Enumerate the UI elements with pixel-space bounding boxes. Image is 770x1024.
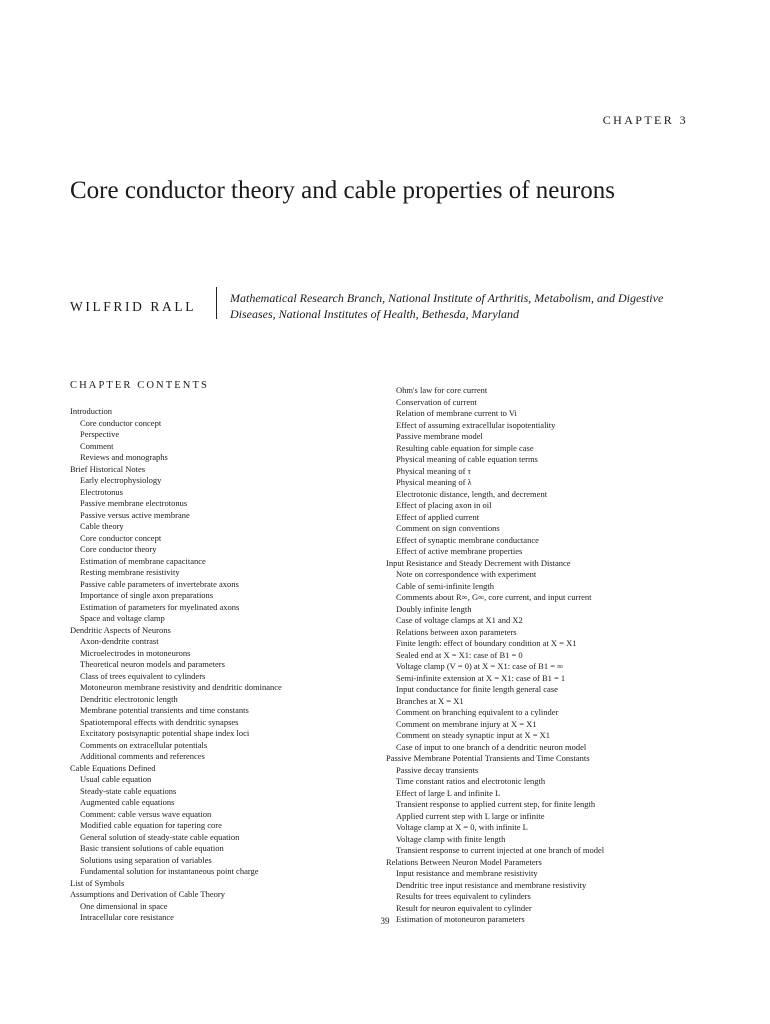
contents-entry: Intracellular core resistance [80,912,174,922]
contents-entry: Space and voltage clamp [80,613,165,623]
chapter-title: Core conductor theory and cable properties of neurons [70,177,615,204]
contents-entry: Physical meaning of cable equation terms [396,454,538,464]
contents-entry: Resulting cable equation for simple case [396,442,534,453]
chapter-label: CHAPTER 3 [602,113,688,127]
contents-entry: Comment: cable versus wave equation [80,808,212,819]
contents-entry: Ohm's law for core current [396,385,488,395]
contents-entry: Input resistance and membrane resistivity [396,868,538,878]
contents-entry: Semi-infinite extension at X = X1: case of B1 = 1 [396,672,566,683]
contents-entry: Comment on membrane injury at X = X1 [396,718,537,729]
contents-section-heading: Introduction [70,406,113,416]
contents-entry: Applied current step with L large or infinite [396,810,545,821]
contents-entry: Finite length: effect of boundary condition at X = X1 [396,638,577,648]
contents-entry: Fundamental solution for instantaneous point charge [80,866,259,876]
contents-entry: Effect of synaptic membrane conductance [396,534,539,545]
contents-entry: Electrotonus [80,486,123,497]
contents-entry: Dendritic electrotonic length [80,693,178,704]
contents-entry: Relations between axon parameters [396,626,517,637]
contents-entry: Axon-dendrite contrast [80,636,159,646]
page-number: 39 [380,916,390,926]
contents-entry: Membrane potential transients and time constants [80,705,249,715]
contents-entry: Excitatory postsynaptic potential shape index loci [80,728,250,738]
contents-entry: Comment on steady synaptic input at X = X1 [396,730,550,740]
contents-entry: Reviews and monographs [80,452,168,462]
contents-entry: General solution of steady-state cable equation [80,831,240,842]
author-name: WILFRID RALL [70,299,197,314]
contents-entry: Passive membrane model [396,431,483,441]
contents-entry: Estimation of membrane capacitance [80,555,206,566]
contents-entry: Estimation of parameters for myelinated axons [80,601,240,612]
contents-section-heading: Assumptions and Derivation of Cable Theory [70,889,225,899]
contents-entry: Core conductor concept [80,532,162,543]
contents-left-column [70,406,365,924]
contents-entry: Theoretical neuron models and parameters [80,659,225,669]
contents-entry: Augmented cable equations [80,797,175,807]
contents-entry: Passive versus active membrane [80,509,190,520]
contents-entry: Physical meaning of λ [396,477,472,487]
contents-entry: Comment on sign conventions [396,523,500,533]
contents-entry: Case of input to one branch of a dendritic neuron model [396,741,587,752]
contents-entry: Estimation of motoneuron parameters [396,914,525,924]
contents-entry: Effect of large L and infinite L [396,787,501,798]
contents-section-heading: Brief Historical Notes [70,463,146,474]
contents-entry: Comments about R∞, G∞, core current, and input current [396,592,592,602]
contents-entry: Passive decay transients [396,764,479,775]
contents-entry: Passive membrane electrotonus [80,498,188,508]
contents-entry: Conservation of current [396,396,477,407]
contents-entry: Results for trees equivalent to cylinders [396,891,531,901]
author-divider [216,287,217,319]
contents-entry: Core conductor theory [80,544,157,554]
contents-entry: Electrotonic distance, length, and decrement [396,488,548,499]
contents-entry: Spatiotemporal effects with dendritic synapses [80,716,239,727]
contents-entry: Steady-state cable equations [80,785,177,796]
contents-entry: Class of trees equivalent to cylinders [80,670,206,681]
contents-entry: Effect of placing axon in oil [396,500,492,510]
contents-entry: Effect of active membrane properties [396,546,523,556]
contents-entry: Voltage clamp at X = 0, with infinite L [396,822,528,832]
contents-entry: Modified cable equation for tapering core [80,820,222,830]
contents-entry: Basic transient solutions of cable equation [80,843,224,853]
contents-entry: Comments on extracellular potentials [80,739,208,750]
contents-entry: Effect of applied current [396,511,480,522]
contents-entry: Relation of membrane current to Vi [396,408,517,418]
contents-entry: Early electrophysiology [80,475,162,485]
contents-entry: Time constant ratios and electrotonic length [396,776,546,786]
contents-entry: Transient response to applied current step, for finite length [396,799,596,809]
contents-section-heading: List of Symbols [70,877,125,888]
contents-entry: One dimensional in space [80,900,168,911]
contents-entry: Voltage clamp (V = 0) at X = X1: case of B1 = ∞ [396,661,564,671]
contents-entry: Effect of assuming extracellular isopotentiality [396,419,556,430]
contents-entry: Case of voltage clamps at X1 and X2 [396,615,523,625]
contents-entry: Core conductor concept [80,417,162,428]
contents-entry: Solutions using separation of variables [80,854,212,865]
contents-section-heading: Cable Equations Defined [70,762,156,773]
contents-entry: Physical meaning of τ [396,465,471,476]
contents-entry: Note on correspondence with experiment [396,569,537,579]
contents-entry: Cable theory [80,521,124,531]
contents-entry: Voltage clamp with finite length [396,833,506,844]
contents-entry: Resting membrane resistivity [80,567,180,577]
contents-section-heading: Passive Membrane Potential Transients and Time Constants [386,753,590,763]
contents-section-heading: Relations Between Neuron Model Parameters [386,856,542,867]
contents-entry: Input conductance for finite length general case [396,684,558,694]
contents-section-heading: Dendritic Aspects of Neurons [70,624,171,635]
contents-entry: Usual cable equation [80,774,152,784]
contents-entry: Motoneuron membrane resistivity and dendritic dominance [80,682,282,692]
contents-entry: Comment [80,440,114,451]
contents-entry: Doubly infinite length [396,603,472,614]
contents-right-column [386,385,696,926]
contents-entry: Microelectrodes in motoneurons [80,647,191,658]
contents-entry: Dendritic tree input resistance and membrane resistivity [396,879,587,890]
contents-entry: Comment on branching equivalent to a cylinder [396,707,559,717]
author-affiliation: Mathematical Research Branch, National Institute of Arthritis, Metabolism, and Digestive Diseases, National Institutes of Health, Bethesda, Maryland [230,291,664,321]
contents-section-heading: Input Resistance and Steady Decrement with Distance [386,557,571,568]
contents-entry: Transient response to current injected at one branch of model [396,845,605,855]
contents-entry: Sealed end at X = X1: case of B1 = 0 [396,649,523,660]
contents-entry: Importance of single axon preparations [80,590,214,600]
contents-entry: Additional comments and references [80,751,205,761]
contents-entry: Result for neuron equivalent to cylinder [396,902,532,913]
contents-heading: CHAPTER CONTENTS [70,380,209,391]
contents-entry: Passive cable parameters of invertebrate axons [80,578,239,589]
contents-entry: Perspective [80,429,120,439]
contents-entry: Branches at X = X1 [396,695,464,706]
contents-entry: Cable of semi-infinite length [396,580,494,591]
